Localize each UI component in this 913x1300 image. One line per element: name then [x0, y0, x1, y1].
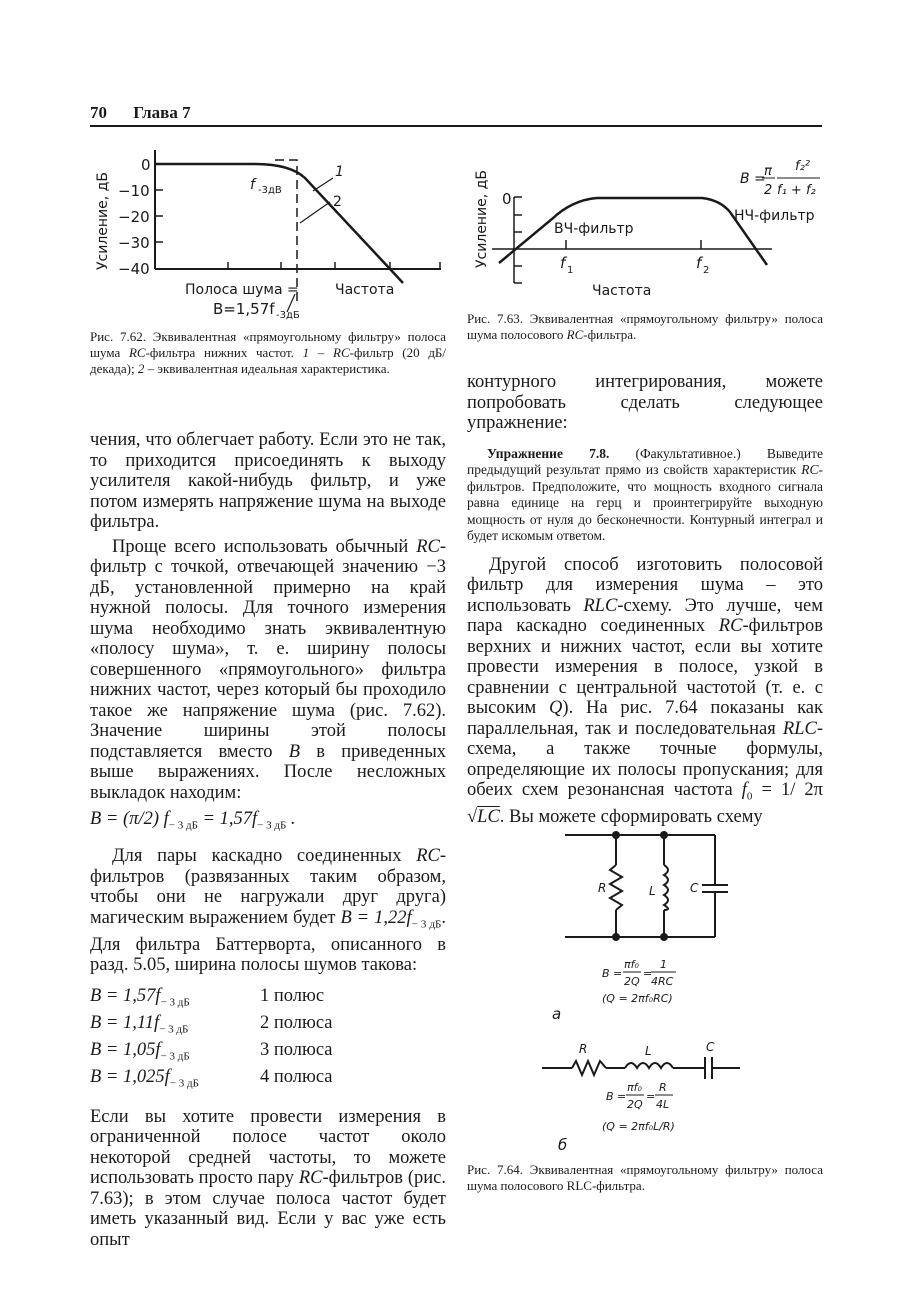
svg-text:НЧ-фильтр: НЧ-фильтр — [734, 208, 815, 224]
svg-text:R: R — [659, 1081, 667, 1094]
svg-text:π: π — [764, 164, 772, 179]
table-row: $B = 1,57f_{- 3 дБ}$ 1 полюс — [90, 985, 325, 1009]
header-rule — [90, 125, 822, 127]
paragraph: Если вы хотите провести измерения в ограниченной полосе частот около некоторой средней частоты, то можете использовать просто пару RC-фильтров (рис. 7.63); в этом случае полоса частот будет иметь указанный вид. Если у вас уже есть опыт — [90, 1106, 446, 1250]
svg-text:−20: −20 — [118, 208, 150, 226]
svg-text:ВЧ-фильтр: ВЧ-фильтр — [554, 221, 634, 237]
svg-text:Частота: Частота — [335, 282, 395, 298]
svg-text:−40: −40 — [118, 260, 150, 278]
y-axis-label — [474, 170, 490, 268]
svg-text:2: 2 — [764, 183, 773, 198]
svg-text:C: C — [706, 1040, 715, 1054]
paragraph: контурного интегрирования, можете попробовать сделать следующее упражнение: — [467, 372, 823, 433]
svg-text:1: 1 — [335, 164, 344, 180]
y-axis-label — [95, 172, 111, 270]
svg-text:B =: B = — [606, 1090, 627, 1103]
svg-text:б: б — [558, 1136, 568, 1154]
svg-text:4RC: 4RC — [651, 975, 674, 988]
svg-text:−10: −10 — [118, 182, 150, 200]
svg-text:2: 2 — [703, 265, 710, 276]
curve-rc-filter — [155, 164, 403, 283]
svg-text:Полоса шума =: Полоса шума = — [185, 282, 299, 298]
parallel-formula — [602, 958, 676, 1005]
svg-text:B=1,57f: B=1,57f — [213, 300, 275, 318]
svg-text:-3дВ: -3дВ — [258, 185, 282, 196]
svg-text:(Q = 2πf₀RC): (Q = 2πf₀RC) — [602, 992, 673, 1005]
svg-text:f: f — [560, 254, 566, 272]
svg-text:1: 1 — [660, 958, 667, 971]
svg-text:а: а — [552, 1005, 562, 1023]
svg-text:πf₀: πf₀ — [624, 958, 639, 971]
svg-text:1: 1 — [567, 265, 574, 276]
paragraph: чения, что облегчает работу. Если это не так, то приходится присоединять к выходу усилителя какой-нибудь фильтр, и уже потом измерять напряжение шума на выходе фильтра. — [90, 430, 446, 532]
svg-text:0: 0 — [502, 190, 512, 208]
svg-text:f₂²: f₂² — [795, 159, 810, 174]
butterworth-table — [90, 986, 446, 1095]
svg-text:2Q: 2Q — [624, 975, 640, 988]
figure-7-64 — [530, 825, 770, 1155]
table-row: $B = 1,025f_{- 3 дБ}$ 4 полюса — [90, 1067, 333, 1091]
svg-text:πf₀: πf₀ — [627, 1081, 642, 1094]
formula: B = (π/2) $f_{- 3 дБ} = 1,57f_{- 3 дБ}$ . — [90, 809, 296, 832]
figure-7-64-caption: Рис. 7.64. Эквивалентная «прямоугольному фильтру» полоса шума полосового RLC-фильтра. — [467, 1162, 823, 1193]
svg-text:0: 0 — [141, 156, 151, 174]
svg-text:B =: B = — [602, 967, 623, 980]
svg-text:2Q: 2Q — [627, 1098, 643, 1111]
svg-text:2: 2 — [333, 194, 342, 210]
table-row: $B = 1,05f_{- 3 дБ}$ 3 полюса — [90, 1040, 333, 1063]
svg-text:B =: B = — [740, 171, 766, 187]
svg-text:f₁ + f₂: f₁ + f₂ — [777, 183, 816, 198]
series-formula — [602, 1081, 675, 1133]
svg-text:R: R — [579, 1042, 588, 1056]
svg-text:−30: −30 — [118, 234, 150, 252]
figure-7-63-caption: Рис. 7.63. Эквивалентная «прямоугольному фильтру» полоса шума полосового RC-фильтра. — [467, 311, 823, 342]
table-row: $B = 1,11f_{- 3 дБ}$ 2 полюса — [90, 1013, 333, 1036]
paragraph: Проще всего использовать обычный RC-фильтр с точкой, отвечающей значению −3 дБ, установленной примерно на край нужной полосы. Для точного измерения шума необходимо знать эквивалентную «полосу шума», т. е. ширину полосы совершенного «прямоугольного» фильтра нижних частот, через который бы проходило такое же напряжение шума (рис. 7.62). Значение ширины этой полосы подставляется вместо B в приведенных выше выражениях. После несложных выкладок находим: — [90, 536, 447, 803]
paragraph: Другой способ изготовить полосовой фильтр для измерения шума – это использовать RLC-схему. Это лучше, чем пара каскадно соединенных RC-фильтров верхних и нижних частот, если вы хотите провести измерения в полосе, узкой в сравнении с центральной частотой (т. е. с высоким Q). На рис. 7.64 показаны как параллельная, так и последовательная RLC-схема, а также точные формулы, определяющие их полосы пропускания; для обеих схем резонансная частота $f_0 = 1/$ 2π √LC. Вы можете сформировать схему — [467, 554, 823, 828]
figure-7-63 — [462, 140, 832, 305]
running-head — [90, 103, 191, 123]
y-tick-labels — [118, 156, 151, 278]
svg-text:L: L — [649, 884, 656, 898]
left-column — [90, 430, 446, 1250]
svg-text:C: C — [690, 881, 699, 895]
bandwidth-formula — [740, 159, 820, 198]
svg-text:-3дБ: -3дБ — [276, 310, 300, 320]
right-column — [467, 372, 823, 828]
svg-text:Усиление, дБ: Усиление, дБ — [95, 172, 111, 270]
page-number: 70 — [90, 103, 107, 122]
parallel-rlc-circuit — [565, 835, 728, 937]
svg-text:4L: 4L — [656, 1098, 670, 1111]
svg-text:(Q = 2πf₀L/R): (Q = 2πf₀L/R) — [602, 1120, 675, 1133]
paragraph: Для пары каскадно соединенных RC-фильтров (развязанных таким образом, чтобы они не нагружали друг друга) магическим выражением будет $B = 1,22f_{- 3 дБ}$. Для фильтра Баттерворта, описанного в разд. 5.05, ширина полосы шумов такова: — [90, 846, 446, 976]
svg-text:R: R — [598, 881, 607, 895]
series-rlc-circuit — [542, 1057, 740, 1079]
figure-7-62-caption: Рис. 7.62. Эквивалентная «прямоугольному фильтру» полоса шума RC-фильтра нижних частот. 1 – RC-фильтр (20 дБ/декада); 2 – эквивалентная идеальная характеристика. — [90, 329, 447, 376]
svg-text:f: f — [696, 254, 702, 272]
chapter-title: Глава 7 — [133, 103, 191, 122]
svg-text:Частота: Частота — [592, 283, 652, 299]
svg-text:f: f — [250, 177, 255, 193]
svg-text:=: = — [646, 1090, 656, 1103]
svg-text:=: = — [643, 967, 653, 980]
figure-7-62 — [85, 140, 455, 320]
svg-text:L: L — [645, 1044, 652, 1058]
svg-text:Усиление, дБ: Усиление, дБ — [474, 170, 490, 268]
exercise-block: Упражнение 7.8. (Факультативное.) Выведите предыдущий результат прямо из свойств характеристик RC-фильтров. Предположите, что мощность входного сигнала равна единице на герц и проинтегрируйте выходную мощность от нуля до бесконечности. Контурный интеграл и будет искомым ответом. — [467, 445, 824, 543]
